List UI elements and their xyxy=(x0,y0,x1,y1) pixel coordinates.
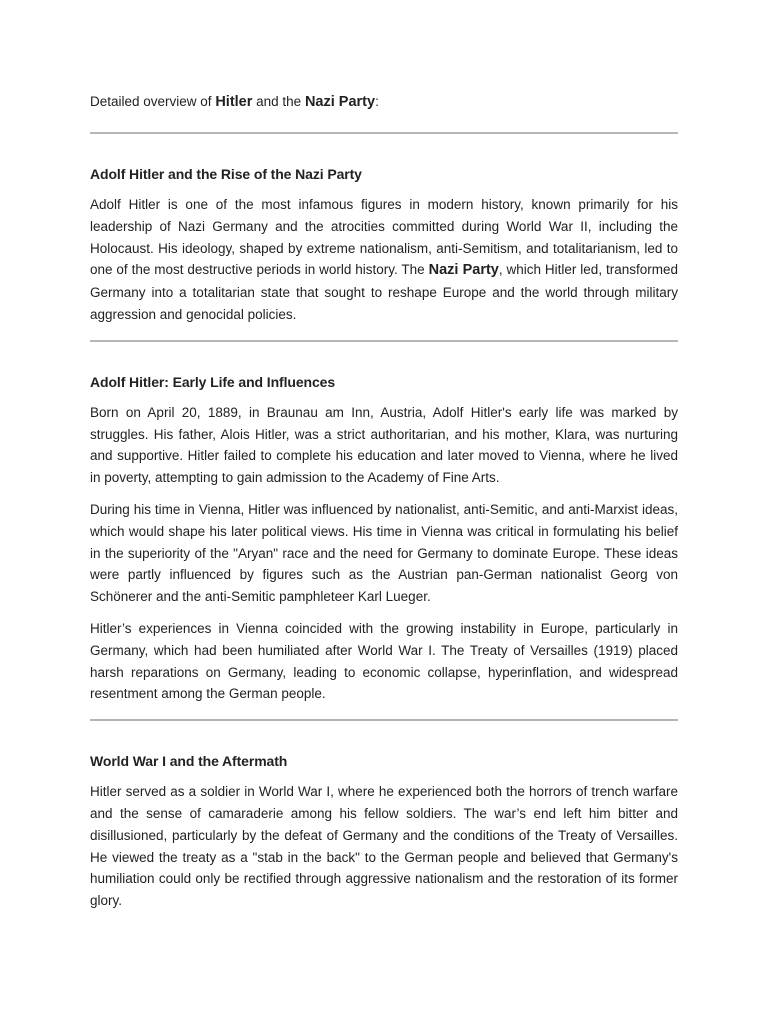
divider xyxy=(90,340,678,342)
section-early-life xyxy=(90,372,678,705)
section-title: Adolf Hitler and the Rise of the Nazi Party xyxy=(90,166,362,182)
section-world-war-i xyxy=(90,751,678,912)
paragraph-text: , which Hitler led, transformed Germany into a totalitarian state that sought to reshape Europe and the world through military aggression and genocidal policies. xyxy=(90,262,678,322)
paragraph: Born on April 20, 1889, in Braunau am Inn, Austria, Adolf Hitler's early life was marked by struggles. His father, Alois Hitler, was a strict authoritarian, and his mother, Klara, was nurturing and supportive. Hitler failed to complete his education and later moved to Vienna, where he lived in poverty, attempting to gain admission to the Academy of Fine Arts. xyxy=(90,404,678,486)
intro-term-nazi-party: Nazi Party xyxy=(304,94,376,110)
paragraph-text: Adolf Hitler is one of the most infamous figures in modern history, known primarily for his leadership of Nazi Germany and the atrocities committed during World War II, including the Holocaust. His ideology, shaped by extreme nationalism, anti-Semitism, and totalitarianism, led to one of the most destructive periods in world history. The xyxy=(90,197,678,278)
intro-term-hitler: Hitler xyxy=(215,94,253,110)
intro-middle: and the xyxy=(252,94,305,109)
divider xyxy=(90,719,678,721)
intro-prefix: Detailed overview of xyxy=(90,94,216,109)
intro-line xyxy=(90,92,678,112)
divider xyxy=(90,132,678,134)
section-title: World War I and the Aftermath xyxy=(90,753,288,770)
paragraph-bold-term: Nazi Party xyxy=(428,262,499,279)
paragraph: Hitler’s experiences in Vienna coincided with the growing instability in Europe, particularly in Germany, which had been humiliated after World War I. The Treaty of Versailles (1919) placed harsh reparations on Germany, leading to economic collapse, hyperinflation, and widespread resentment among the German people. xyxy=(90,620,678,702)
intro-suffix: : xyxy=(375,94,379,109)
paragraph: During his time in Vienna, Hitler was influenced by nationalist, anti-Semitic, and anti-Marxist ideas, which would shape his later political views. His time in Vienna was critical in formulating his belief in the superiority of the "Aryan" race and the need for Germany to dominate Europe. These ideas were partly influenced by figures such as the Austrian pan-German nationalist Georg von Schönerer and the anti-Semitic pamphleteer Karl Lueger. xyxy=(90,501,678,605)
paragraph: Hitler served as a soldier in World War I, where he experienced both the horrors of trench warfare and the sense of camaraderie among his fellow soldiers. The war’s end left him bitter and disillusioned, particularly by the defeat of Germany and the conditions of the Treaty of Versailles. He viewed the treaty as a "stab in the back" to the German people and believed that Germany's humiliation could only be rectified through aggressive nationalism and the restoration of its former glory. xyxy=(90,784,678,909)
section-rise-of-nazi-party xyxy=(90,164,678,326)
section-title: Adolf Hitler: Early Life and Influences xyxy=(90,373,336,390)
paragraph xyxy=(90,194,678,326)
